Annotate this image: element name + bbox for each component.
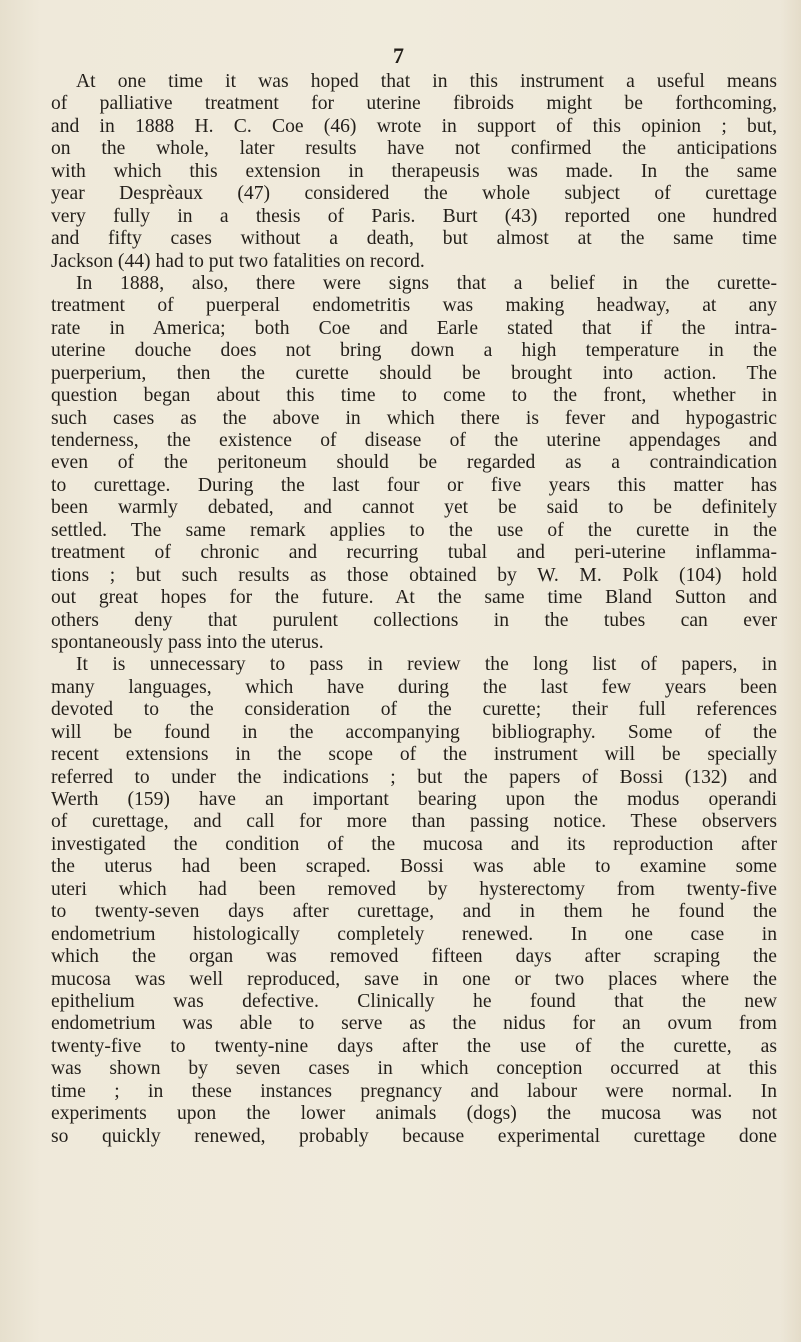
text-line: uterine douche does not bring down a high temperature in the	[51, 340, 777, 362]
text-line: which the organ was removed fifteen days after scraping the	[51, 946, 777, 968]
text-line: been warmly debated, and cannot yet be said to be definitely	[51, 497, 777, 519]
text-line: At one time it was hoped that in this instrument a useful means	[76, 71, 777, 92]
text-line: such cases as the above in which there is fever and hypogastric	[51, 407, 777, 429]
text-line: experiments upon the lower animals (dogs) the mucosa was not	[51, 1103, 777, 1125]
text-line: It is unnecessary to pass in review the long list of papers, in	[76, 654, 777, 676]
text-line: rate in America; both Coe and Earle stated that if the intra-	[51, 317, 777, 339]
text-line: will be found in the accompanying bibliography. Some of the	[51, 721, 777, 743]
text-line: twenty-five to twenty-nine days after the use of the curette, as	[51, 1035, 777, 1057]
text-line: referred to under the indications ; but the papers of Bossi (132) and	[51, 766, 777, 788]
text-line: of curettage, and call for more than passing notice. These observers	[51, 811, 777, 833]
text-line: puerperium, then the curette should be brought into action. The	[51, 362, 777, 384]
page-number: 7	[393, 43, 404, 68]
text-line: was shown by seven cases in which conception occurred at this	[51, 1058, 777, 1080]
body-text	[51, 71, 777, 1148]
text-line: to twenty-seven days after curettage, and in them he found the	[51, 901, 777, 923]
text-line: even of the peritoneum should be regarded as a contraindication	[51, 452, 777, 474]
text-line: out great hopes for the future. At the same time Bland Sutton and	[51, 587, 777, 609]
text-line: mucosa was well reproduced, save in one or two places where the	[51, 968, 777, 990]
text-line: others deny that purulent collections in the tubes can ever	[51, 609, 777, 631]
text-line: epithelium was defective. Clinically he found that the new	[51, 990, 777, 1012]
text-line: Jackson (44) had to put two fatalities on record.	[51, 250, 425, 272]
text-line: Werth (159) have an important bearing upon the modus operandi	[51, 789, 777, 810]
text-line: question began about this time to come to the front, whether in	[51, 385, 777, 407]
text-line: the uterus had been scraped. Bossi was able to examine some	[51, 856, 777, 878]
text-line: In 1888, also, there were signs that a belief in the curette-	[76, 272, 777, 294]
text-line: endometrium histologically completely renewed. In one case in	[51, 923, 777, 945]
text-line: endometrium was able to serve as the nidus for an ovum from	[51, 1013, 777, 1035]
text-line: devoted to the consideration of the curette; their full references	[51, 699, 777, 721]
text-line: treatment of chronic and recurring tubal and peri-uterine inflamma-	[51, 542, 777, 564]
text-line: tions ; but such results as those obtained by W. M. Polk (104) hold	[51, 564, 777, 586]
text-line: and in 1888 H. C. Coe (46) wrote in support of this opinion ; but,	[51, 115, 777, 137]
text-line: treatment of puerperal endometritis was making headway, at any	[51, 295, 777, 317]
text-line: many languages, which have during the last few years been	[51, 676, 777, 698]
text-line: and fifty cases without a death, but almost at the same time	[51, 228, 777, 250]
text-line: very fully in a thesis of Paris. Burt (43) reported one hundred	[51, 205, 777, 227]
text-line: time ; in these instances pregnancy and labour were normal. In	[51, 1080, 777, 1102]
text-line: so quickly renewed, probably because experimental curettage done	[51, 1125, 777, 1147]
text-line: tenderness, the existence of disease of the uterine appendages and	[51, 430, 777, 451]
text-line: with which this extension in therapeusis was made. In the same	[51, 160, 777, 182]
text-line: to curettage. During the last four or five years this matter has	[51, 474, 777, 496]
text-line: of palliative treatment for uterine fibroids might be forthcoming,	[51, 93, 777, 115]
text-line: recent extensions in the scope of the instrument will be specially	[51, 744, 777, 766]
text-line: on the whole, later results have not confirmed the anticipations	[51, 138, 777, 160]
text-line: investigated the condition of the mucosa and its reproduction after	[51, 833, 777, 855]
text-line: year Desprèaux (47) considered the whole subject of curettage	[51, 183, 777, 205]
text-line: settled. The same remark applies to the use of the curette in the	[51, 519, 777, 541]
text-line: uteri which had been removed by hysterectomy from twenty-five	[51, 878, 777, 900]
text-line: spontaneously pass into the uterus.	[51, 631, 324, 653]
